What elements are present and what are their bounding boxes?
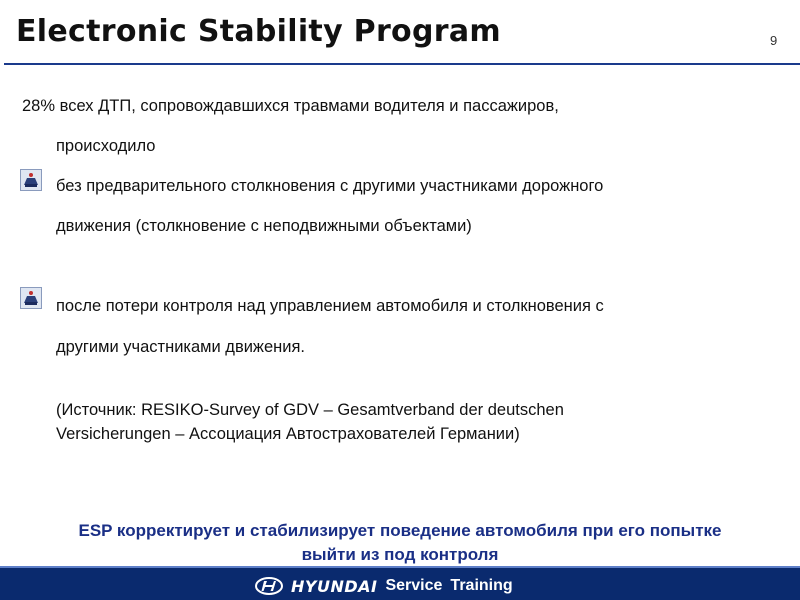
- page-number: 9: [770, 33, 778, 48]
- conclusion-line-2: выйти из под контроля: [301, 545, 499, 564]
- intro-text-line-1: 28% всех ДТП, сопровождавшихся травмами водителя и пассажиров,: [22, 97, 559, 115]
- slide-title: Electronic Stability Program: [16, 14, 501, 49]
- bullet-2-line-1: после потери контроля над управлением автомобиля и столкновения с: [56, 297, 604, 315]
- bullet-1-line-2: движения (столкновение с неподвижными объектами): [56, 217, 472, 235]
- brand-name: HYUNDAI: [291, 576, 378, 596]
- car-warning-icon: [20, 169, 42, 191]
- title-divider: [4, 63, 800, 65]
- service-label: Service: [385, 577, 443, 594]
- bullet-1-line-1: без предварительного столкновения с другими участниками дорожного: [56, 177, 604, 195]
- source-line-1: (Источник: RESIKO-Survey of GDV – Gesamtverband der deutschen: [56, 401, 564, 419]
- training-label: Training: [450, 577, 513, 594]
- car-warning-icon: [20, 287, 42, 309]
- source-line-2: Versicherungen – Ассоциация Автостраховатeлей Германии): [56, 425, 520, 443]
- bullet-2-line-2: другими участниками движения.: [56, 338, 305, 356]
- conclusion-text: [0, 519, 800, 567]
- footer-branding: [255, 575, 513, 597]
- hyundai-logo-icon: [255, 577, 283, 595]
- conclusion-line-1: ESP корректирует и стабилизирует поведение автомобиля при его попытке: [78, 521, 722, 540]
- intro-text-line-2: происходило: [56, 137, 156, 155]
